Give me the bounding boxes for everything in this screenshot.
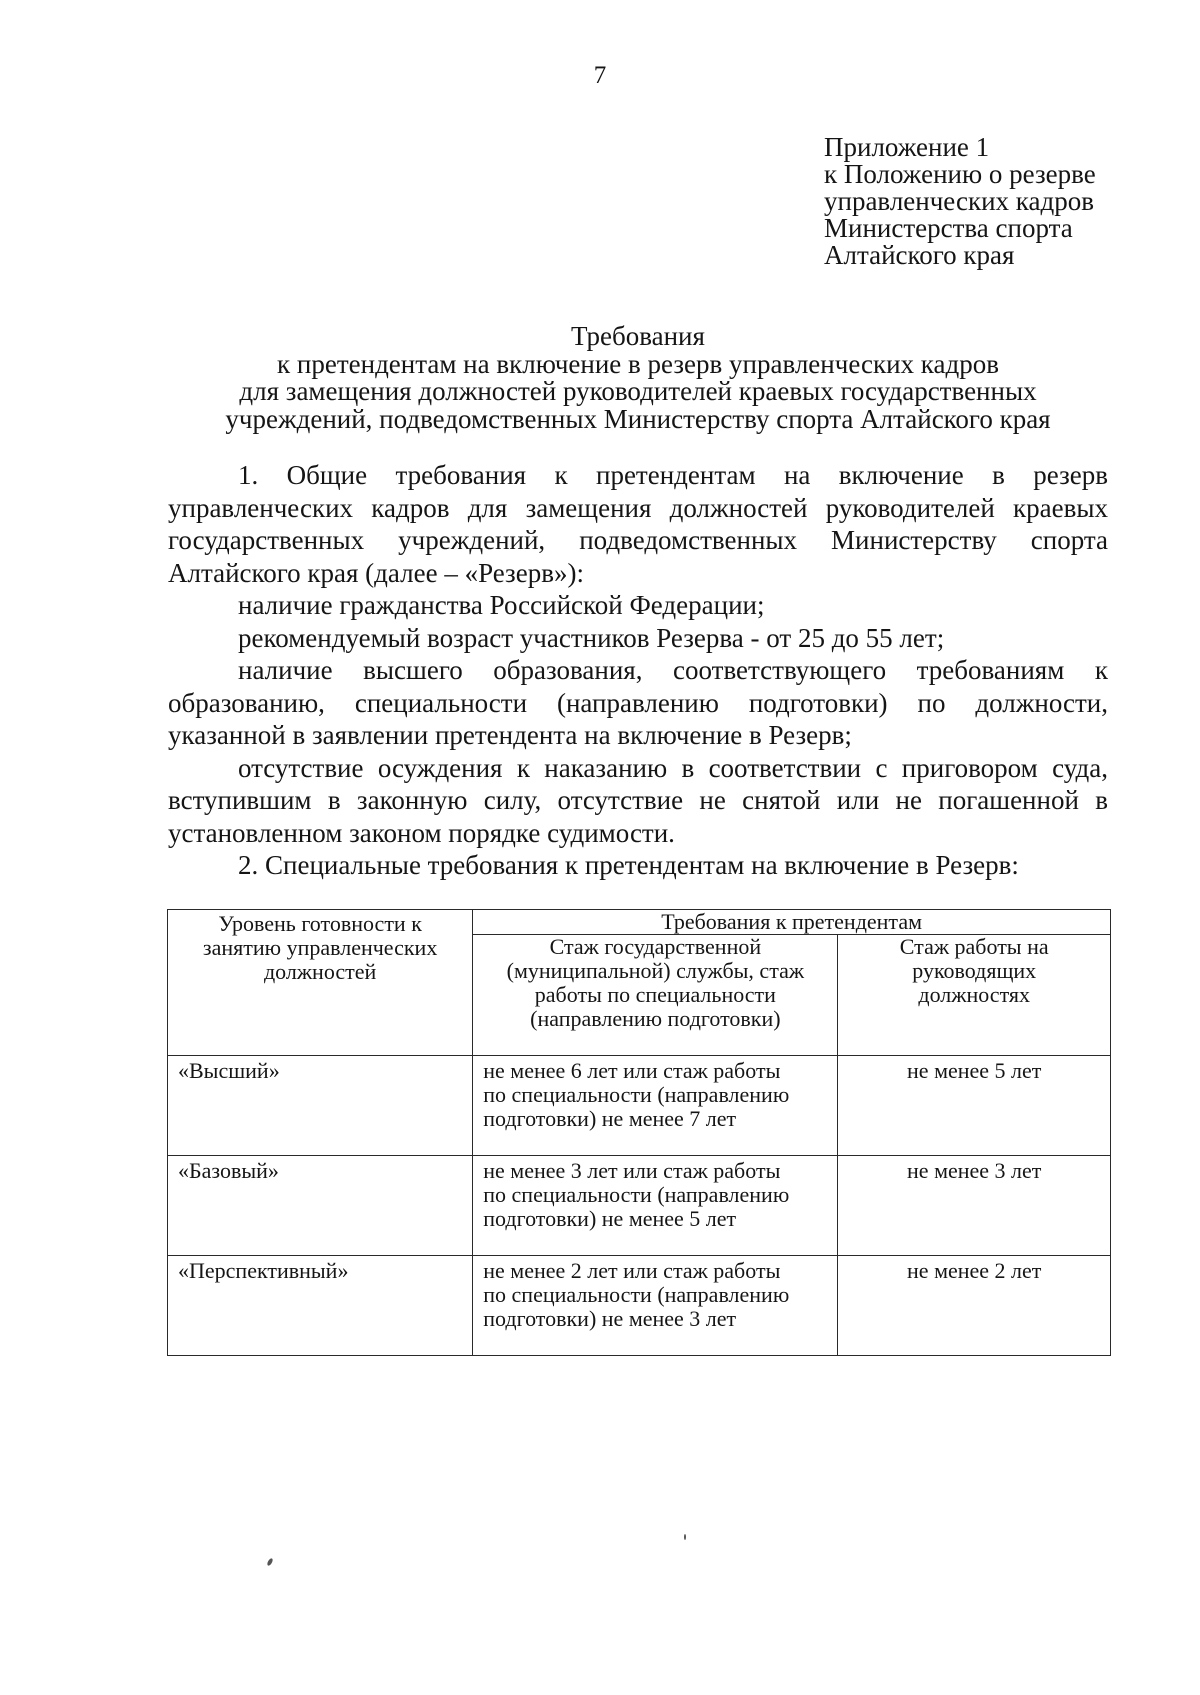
body-line: вступившим в законную силу, отсутствие не снятой или не погашенной в [168,785,1108,815]
service-line: подготовки) не менее 3 лет [483,1306,737,1331]
header-service-line: работы по специальности [534,982,776,1007]
appendix-line: Приложение 1 [824,132,990,162]
appendix-line: управленческих кадров [824,186,1094,216]
citizenship-item: наличие гражданства Российской Федерации; [238,590,765,620]
header-management-line: руководящих [912,958,1037,983]
body-line: указанной в заявлении претендента на включение в Резерв; [168,720,852,750]
document-body [168,459,1108,882]
header-service-experience [473,935,838,1056]
body-line: Алтайского края (далее – «Резерв»): [168,557,584,588]
service-requirement-cell [473,1056,838,1156]
requirements-table [167,909,1111,1356]
header-management-line: должностях [918,982,1031,1007]
service-requirement-cell [473,1256,838,1356]
service-line: по специальности (направлению [483,1182,790,1207]
level-cell: «Базовый» [168,1156,473,1256]
header-service-line: (муниципальной) службы, стаж [506,958,805,983]
header-requirements: Требования к претендентам [473,910,1111,935]
header-level [168,910,473,1056]
header-service-line: (направлению подготовки) [530,1006,781,1031]
title-line: Требования [571,321,705,351]
service-requirement-cell [473,1156,838,1256]
table-header-row [168,910,1111,935]
body-line: 1. Общие требования к претендентам на включение в резерв [238,460,1108,490]
document-title [168,323,1108,433]
level-cell: «Перспективный» [168,1256,473,1356]
table-row [168,1156,1111,1256]
scan-speck [684,1534,686,1540]
no-conviction-item [168,752,1108,850]
appendix-line: Министерства спорта [824,213,1073,243]
body-line: государственных учреждений, подведомственных Министерству спорта [168,525,1108,555]
header-level-line: занятию управленческих [202,935,438,960]
table-row [168,1056,1111,1156]
management-requirement-cell: не менее 3 лет [838,1156,1111,1256]
title-line: к претендентам на включение в резерв управленческих кадров [277,348,999,379]
service-line: не менее 3 лет или стаж работы [483,1158,781,1183]
body-line: управленческих кадров для замещения должностей руководителей краевых [168,492,1108,523]
body-line: отсутствие осуждения к наказанию в соответствии с приговором суда, [238,752,1108,783]
service-line: не менее 2 лет или стаж работы [483,1258,781,1283]
general-requirements-paragraph [168,459,1108,589]
service-line: по специальности (направлению [483,1282,790,1307]
service-line: подготовки) не менее 7 лет [483,1106,737,1131]
management-requirement-cell: не менее 2 лет [838,1256,1111,1356]
title-line: для замещения должностей руководителей краевых государственных [239,376,1037,406]
management-requirement-cell: не менее 5 лет [838,1056,1111,1156]
body-line: наличие высшего образования, соответствующего требованиям к [238,655,1108,685]
header-service-line: Стаж государственной [549,934,762,959]
education-item [168,654,1108,752]
scan-speck [266,1558,273,1567]
appendix-line: к Положению о резерве [824,159,1096,189]
service-line: по специальности (направлению [483,1082,790,1107]
appendix-note [824,134,1096,269]
service-line: подготовки) не менее 5 лет [483,1206,737,1231]
appendix-line: Алтайского края [824,240,1015,270]
header-management-experience [838,935,1111,1056]
body-line: установленном законом порядке судимости. [168,817,675,848]
special-requirements-heading: 2. Специальные требования к претендентам на включение в Резерв: [238,850,1019,880]
header-level-line: Уровень готовности к [218,911,422,936]
level-cell: «Высший» [168,1056,473,1156]
service-line: не менее 6 лет или стаж работы [483,1058,781,1083]
title-line: учреждений, подведомственных Министерству спорта Алтайского края [225,403,1051,434]
age-item: рекомендуемый возраст участников Резерва - от 25 до 55 лет; [238,622,945,653]
body-line: образованию, специальности (направлению подготовки) по должности, [168,687,1108,718]
table-row [168,1256,1111,1356]
page-number: 7 [593,62,607,89]
header-management-line: Стаж работы на [899,934,1049,959]
header-level-line: должностей [263,959,377,984]
